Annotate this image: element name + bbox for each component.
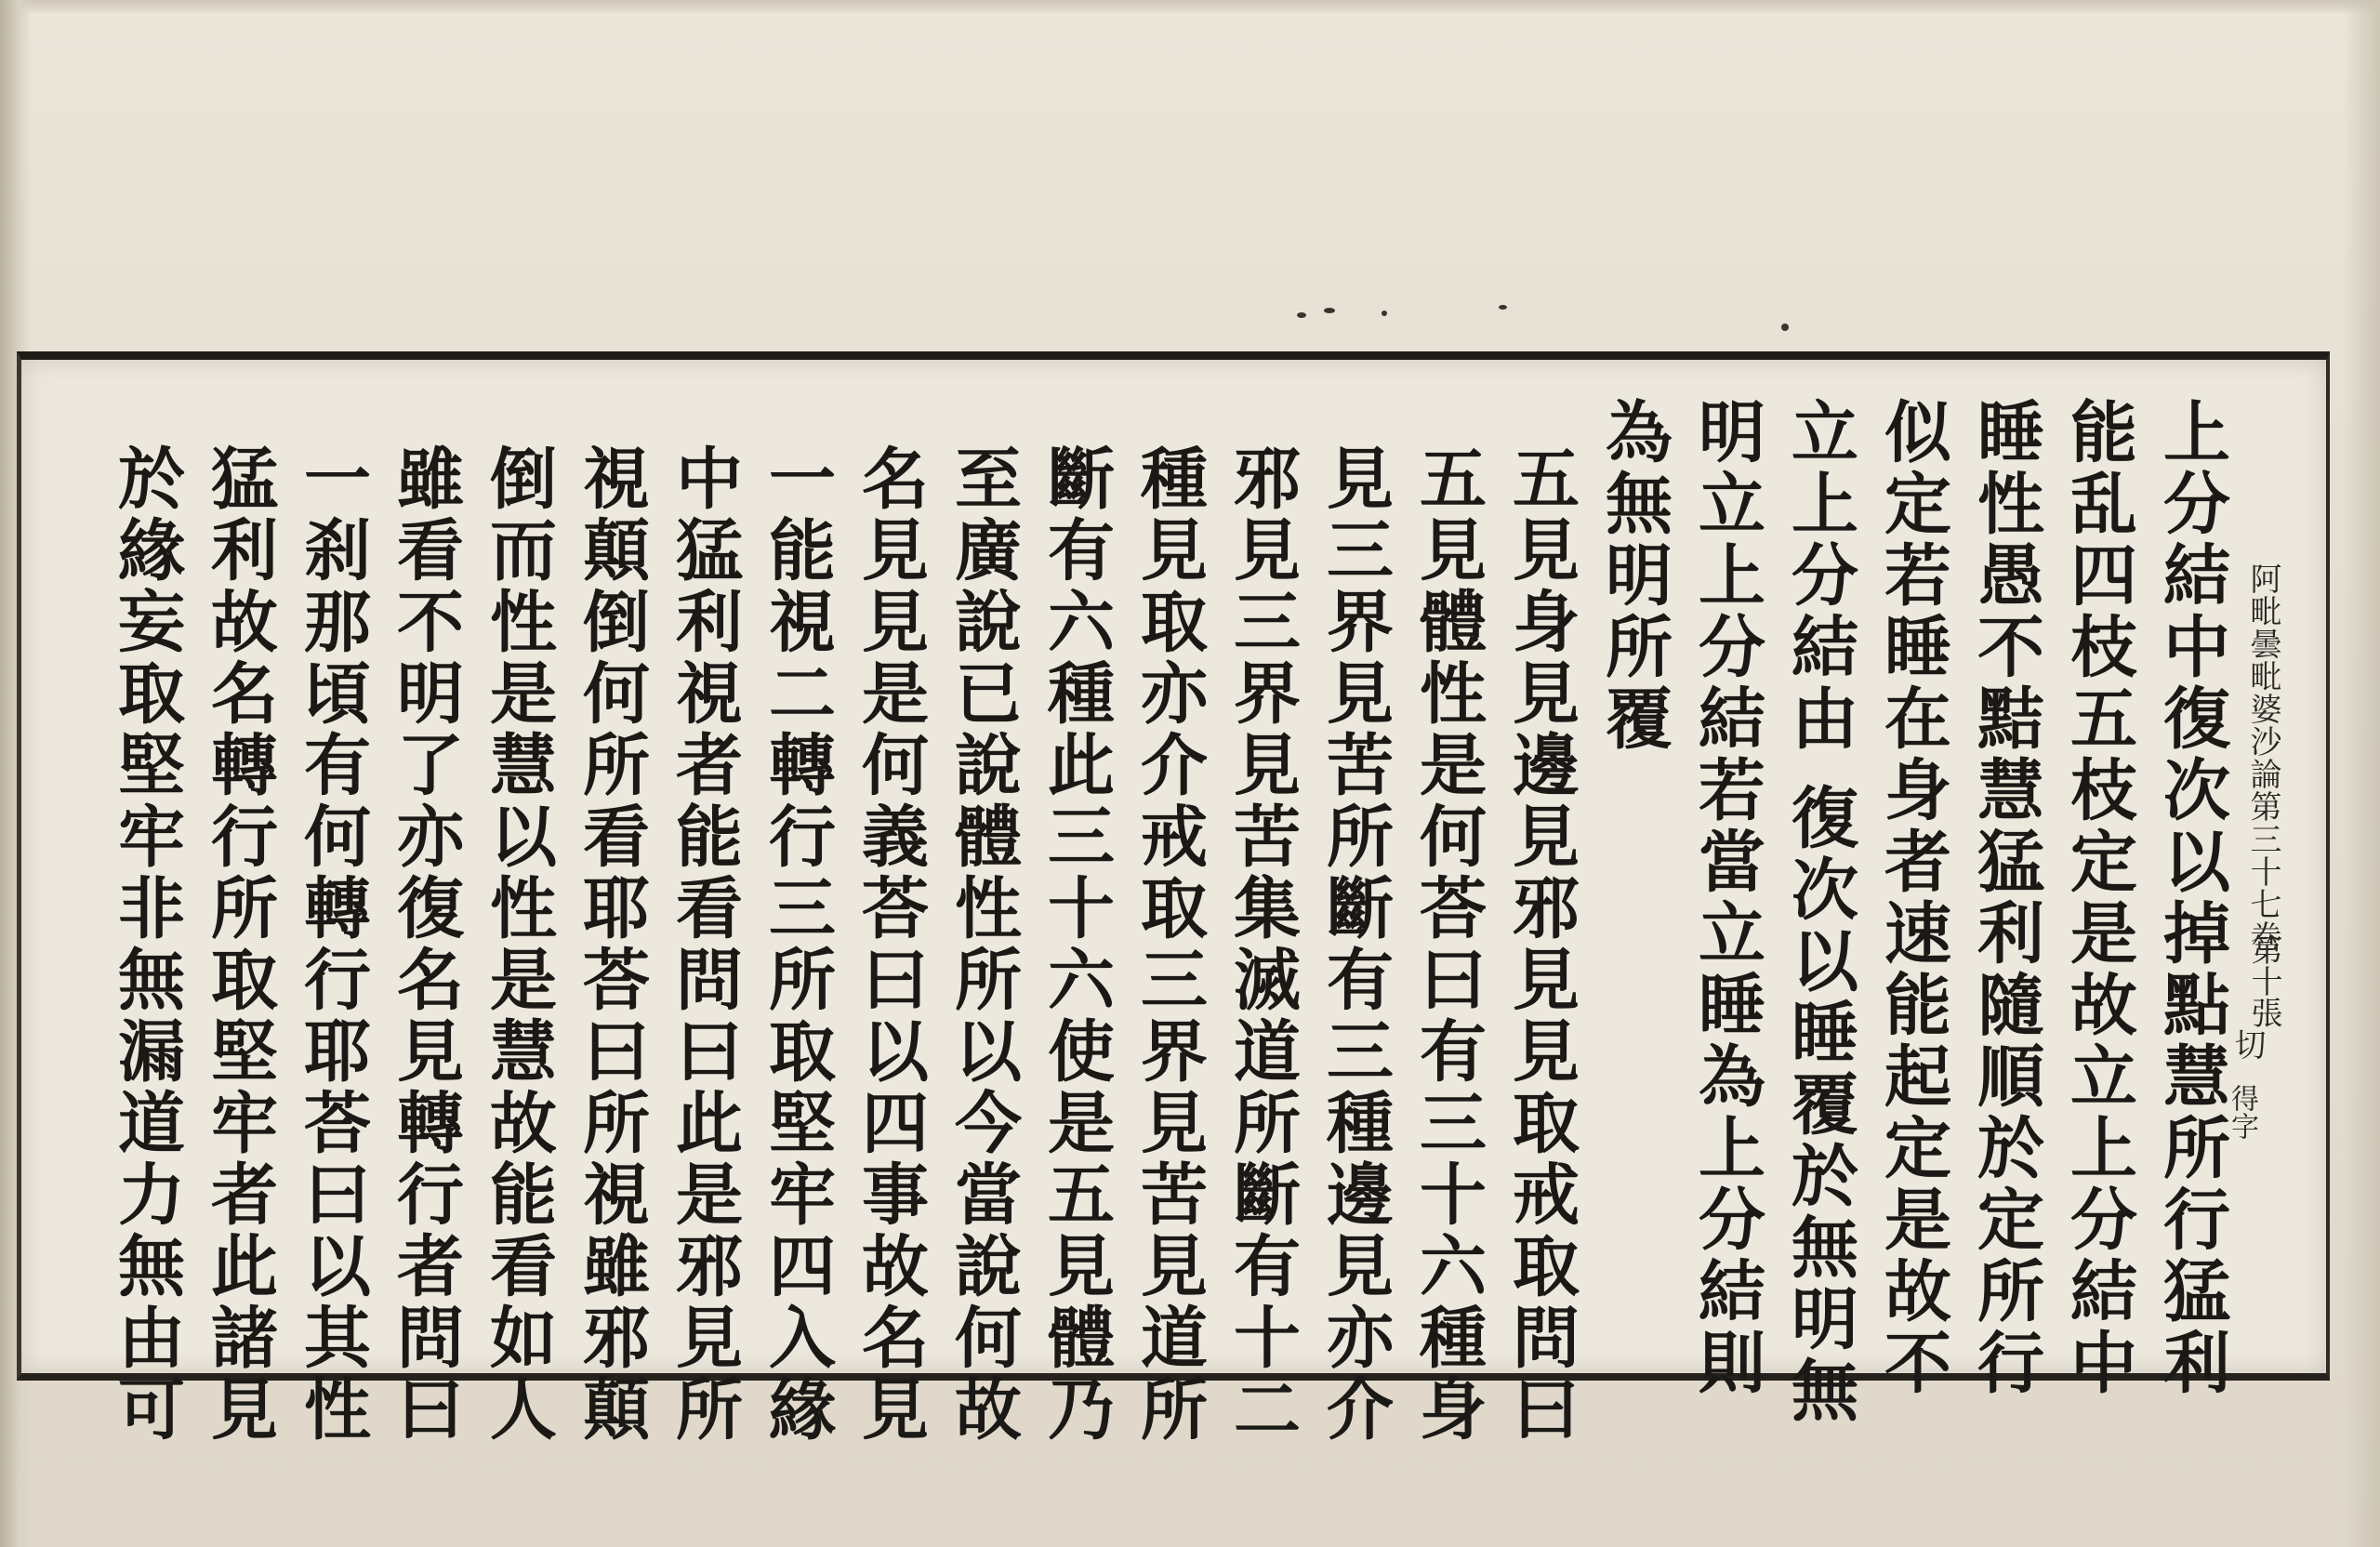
margin-page-number: 第十張: [2245, 933, 2282, 1028]
printed-text-block: [17, 351, 2330, 1446]
text-column-22: 猛利故名轉行所取堅牢者此諸見: [200, 443, 279, 1446]
text-column-8: 五見身見邊見邪見見取戒取問曰: [1501, 443, 1580, 1446]
margin-cut-mark: 切: [2228, 1028, 2266, 1060]
text-column-12: 種見取亦介戒取三界見苦見道所: [1130, 443, 1209, 1446]
ink-speck: [1781, 324, 1789, 331]
text-column-2: 能乱四枝五枝定是故立上分結中: [2059, 397, 2138, 1399]
text-column-7: 為無明所覆: [1594, 397, 1673, 755]
text-column-20: 雖看不明了亦復名見轉行者問曰: [386, 443, 465, 1446]
text-column-4: 似定若睡在身者速能起定是故不: [1873, 397, 1952, 1399]
ink-speck: [1499, 305, 1507, 310]
text-column-16: 一能視二轉行三所取堅牢四入緣: [758, 443, 837, 1446]
margin-title: 阿毗曇毗婆沙論第三十七巻: [2244, 562, 2281, 953]
ink-speck: [1382, 311, 1387, 316]
text-column-19: 倒而性是慧以性是慧故能看如人: [479, 443, 558, 1446]
margin-carver-mark: 得字: [2226, 1084, 2258, 1140]
text-column-10: 見三界見苦所斷有三種邊見亦介: [1316, 443, 1395, 1446]
top-fold-shadow: [0, 0, 2380, 13]
text-column-15: 名見見是何義荅曰以四事故名見: [851, 443, 930, 1446]
text-column-21: 一刹那頃有何轉行耶荅曰以其性: [293, 443, 372, 1446]
right-page-edge: [2343, 0, 2380, 1547]
text-column-18: 視顛倒何所看耶荅曰所視雖邪顛: [572, 443, 651, 1446]
text-column-13: 斷有六種此三十六使是五見體乃: [1037, 443, 1116, 1446]
text-column-9: 五見體性是何荅曰有三十六種身: [1408, 443, 1488, 1446]
text-column-3: 睡性愚不黠慧猛利隨順於定所行: [1966, 397, 2045, 1399]
ink-speck: [1297, 312, 1306, 318]
text-column-11: 邪見三界見苦集滅道所斷有十二: [1223, 443, 1302, 1446]
text-column-1: 上分結中復次以掉點慧所行猛利: [2152, 397, 2231, 1399]
ink-speck: [1324, 308, 1335, 313]
text-column-17: 中猛利視者能看問曰此是邪見所: [665, 443, 744, 1446]
text-column-5: 立上分結由 復次以睡覆於無明無: [1780, 397, 1859, 1428]
text-column-6: 明立上分結若當立睡為上分結則: [1687, 397, 1766, 1399]
text-column-14: 至廣說已說體性所以今當說何故: [944, 443, 1023, 1446]
text-column-23: 於緣妄取堅牢非無漏道力無由可: [107, 443, 186, 1446]
